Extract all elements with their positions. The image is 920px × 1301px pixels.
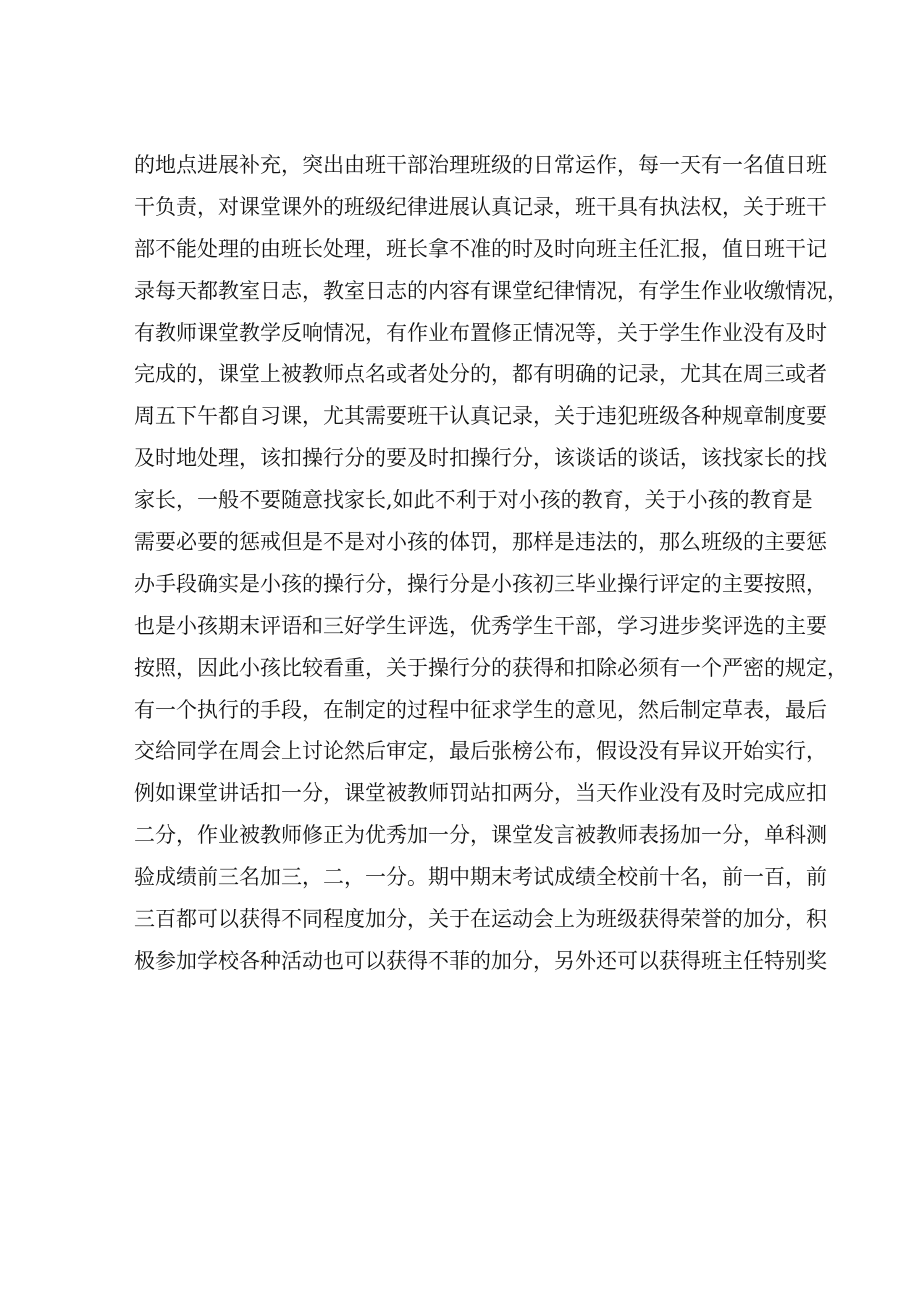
text-line: 的地点进展补充，突出由班干部治理班级的日常运作，每一天有一名值日班 <box>134 153 827 177</box>
text-line: 有教师课堂教学反响情况，有作业布置修正情况等，关于学生作业没有及时 <box>134 320 827 345</box>
text-line: 按照，因此小孩比较看重，关于操行分的获得和扣除必须有一个严密的规定， <box>134 655 848 680</box>
text-line: 也是小孩期末评语和三好学生评选，优秀学生干部，学习进步奖评选的主要 <box>134 613 827 638</box>
text-line: 需要必要的惩戒但是不是对小孩的体罚，那样是违法的，那么班级的主要惩 <box>134 530 827 555</box>
text-line: 干负责，对课堂课外的班级纪律进展认真记录，班干具有执法权，关于班干 <box>134 194 827 219</box>
text-line: 完成的，课堂上被教师点名或者处分的，都有明确的记录，尤其在周三或者 <box>134 362 827 387</box>
text-line: 极参加学校各种活动也可以获得不菲的加分，另外还可以获得班主任特别奖 <box>134 948 827 973</box>
text-line: 交给同学在周会上讨论然后审定，最后张榜公布，假设没有异议开始实行， <box>134 739 827 764</box>
body-paragraph <box>134 145 848 983</box>
text-line: 办手段确实是小孩的操行分，操行分是小孩初三毕业操行评定的主要按照， <box>134 571 827 596</box>
text-line: 及时地处理，该扣操行分的要及时扣操行分，该谈话的谈话，该找家长的找 <box>134 446 827 471</box>
text-line: 二分，作业被教师修正为优秀加一分，课堂发言被教师表扬加一分，单科测 <box>134 823 827 848</box>
text-line: 验成绩前三名加三，二，一分。期中期末考试成绩全校前十名，前一百，前 <box>134 865 827 890</box>
text-line: 周五下午都自习课，尤其需要班干认真记录，关于违犯班级各种规章制度要 <box>134 404 827 429</box>
text-line: 三百都可以获得不同程度加分，关于在运动会上为班级获得荣誉的加分，积 <box>134 907 827 932</box>
text-line: 部不能处理的由班长处理，班长拿不准的时及时向班主任汇报，值日班干记 <box>134 236 827 261</box>
text-line: 例如课堂讲话扣一分，课堂被教师罚站扣两分，当天作业没有及时完成应扣 <box>134 781 827 806</box>
text-line: 有一个执行的手段，在制定的过程中征求学生的意见，然后制定草表，最后 <box>134 697 827 722</box>
text-line: 录每天都教室日志，教室日志的内容有课堂纪律情况，有学生作业收缴情况， <box>134 278 848 303</box>
text-line: 家长，一般不要随意找家长,如此不利于对小孩的教育，关于小孩的教育是 <box>134 488 813 513</box>
